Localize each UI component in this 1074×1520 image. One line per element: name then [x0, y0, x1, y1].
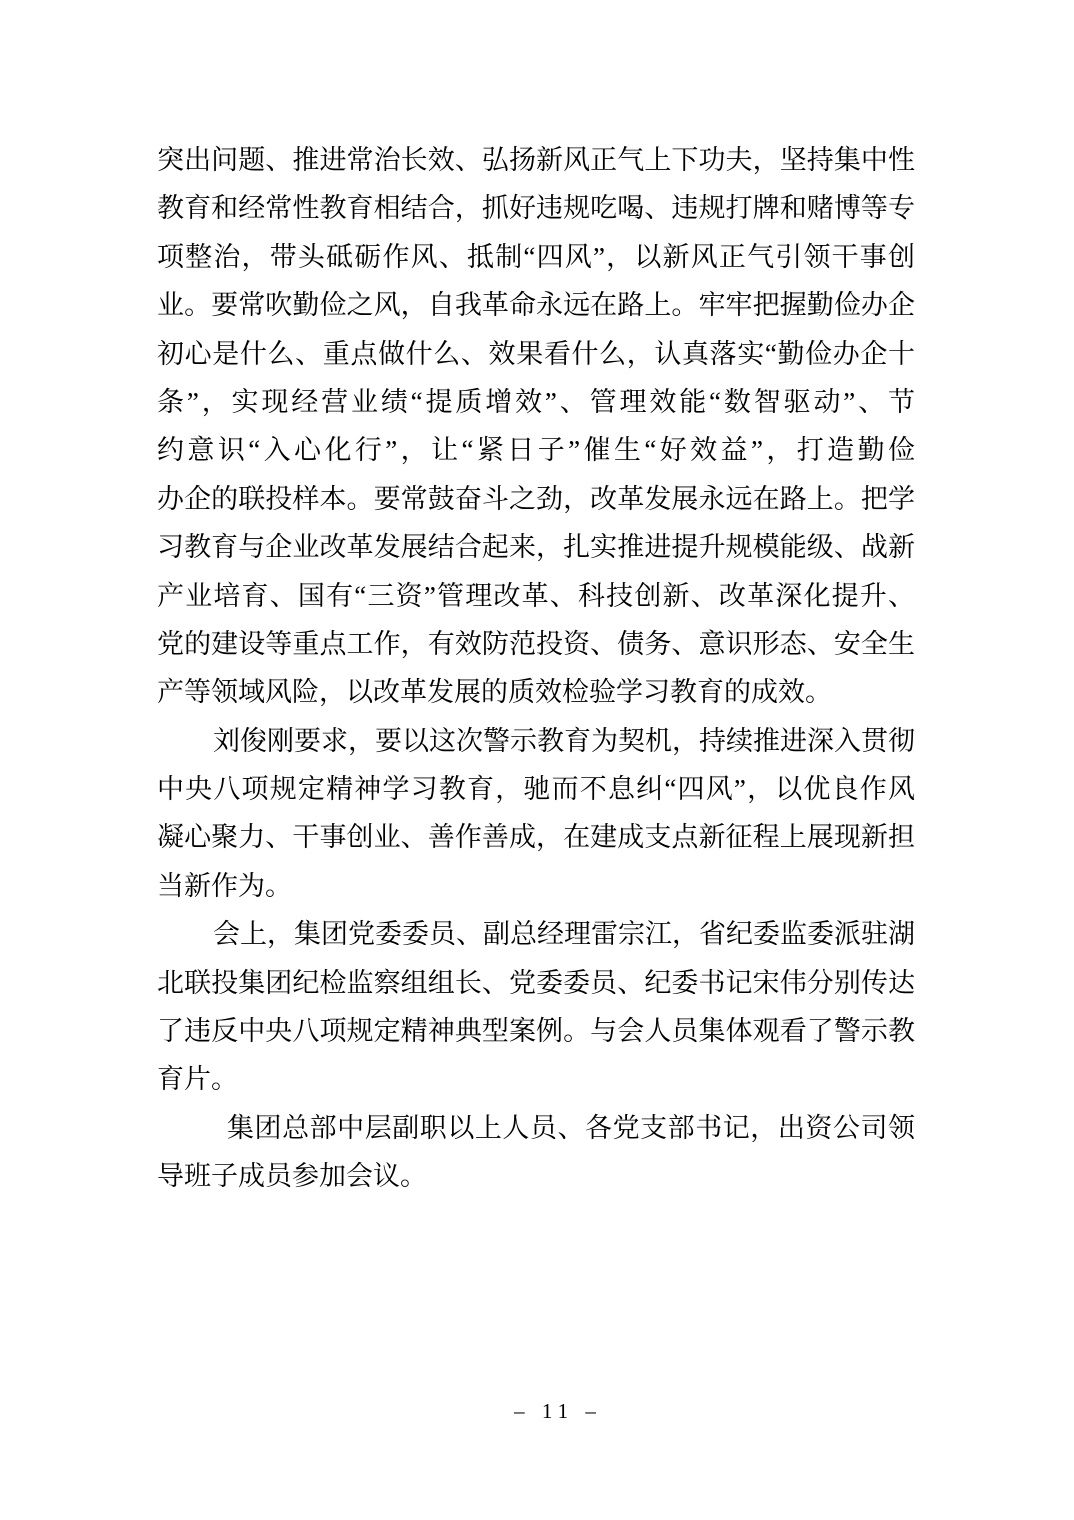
text-line: 刘俊刚要求，要以这次警示教育为契机，持续推进深入贯彻	[213, 725, 915, 756]
paragraph-1	[157, 136, 915, 717]
text-line: 集团总部中层副职以上人员、各党支部书记，出资公司领	[227, 1112, 915, 1143]
text-line: 习教育与企业改革发展结合起来，扎实推进提升规模能级、战新	[157, 532, 915, 563]
text-line: 教育和经常性教育相结合，抓好违规吃喝、违规打牌和赌博等专	[157, 193, 915, 224]
text-line: 中央八项规定精神学习教育，驰而不息纠“四风”，以优良作风	[157, 774, 915, 805]
text-line: 项整治，带头砥砺作风、抵制“四风”，以新风正气引领干事创	[157, 241, 915, 272]
text-line: 导班子成员参加会议。	[157, 1161, 427, 1192]
page-footer	[0, 1396, 1074, 1426]
text-line: 办企的联投样本。要常鼓奋斗之劲，改革发展永远在路上。把学	[157, 483, 915, 514]
text-line: 党的建设等重点工作，有效防范投资、债务、意识形态、安全生	[157, 628, 915, 659]
text-line: 了违反中央八项规定精神典型案例。与会人员集体观看了警示教	[157, 1016, 915, 1047]
text-line: 初心是什么、重点做什么、效果看什么，认真落实“勤俭办企十	[157, 338, 915, 369]
text-line: 突出问题、推进常治长效、弘扬新风正气上下功夫，坚持集中性	[157, 145, 915, 175]
text-line: 凝心聚力、干事创业、善作善成，在建成支点新征程上展现新担	[157, 822, 915, 853]
text-line: 北联投集团纪检监察组组长、党委委员、纪委书记宋伟分别传达	[157, 967, 915, 998]
text-line: 条”，实现经营业绩“提质增效”、管理效能“数智驱动”、节	[157, 386, 915, 417]
paragraph-3	[157, 910, 915, 1104]
text-line: 业。要常吹勤俭之风，自我革命永远在路上。牢牢把握勤俭办企	[157, 290, 915, 321]
text-line: 当新作为。	[157, 870, 292, 901]
text-line: 会上，集团党委委员、副总经理雷宗江，省纪委监委派驻湖	[213, 919, 915, 950]
text-line: 育片。	[157, 1064, 238, 1095]
body-text	[157, 136, 915, 1201]
page-number: – 11 –	[514, 1399, 602, 1423]
paragraph-4	[157, 1104, 915, 1201]
text-line: 产业培育、国有“三资”管理改革、科技创新、改革深化提升、	[157, 580, 915, 611]
paragraph-2	[157, 717, 915, 911]
text-line: 约意识“入心化行”，让“紧日子”催生“好效益”，打造勤俭	[157, 435, 915, 466]
text-line: 产等领域风险，以改革发展的质效检验学习教育的成效。	[157, 677, 832, 708]
